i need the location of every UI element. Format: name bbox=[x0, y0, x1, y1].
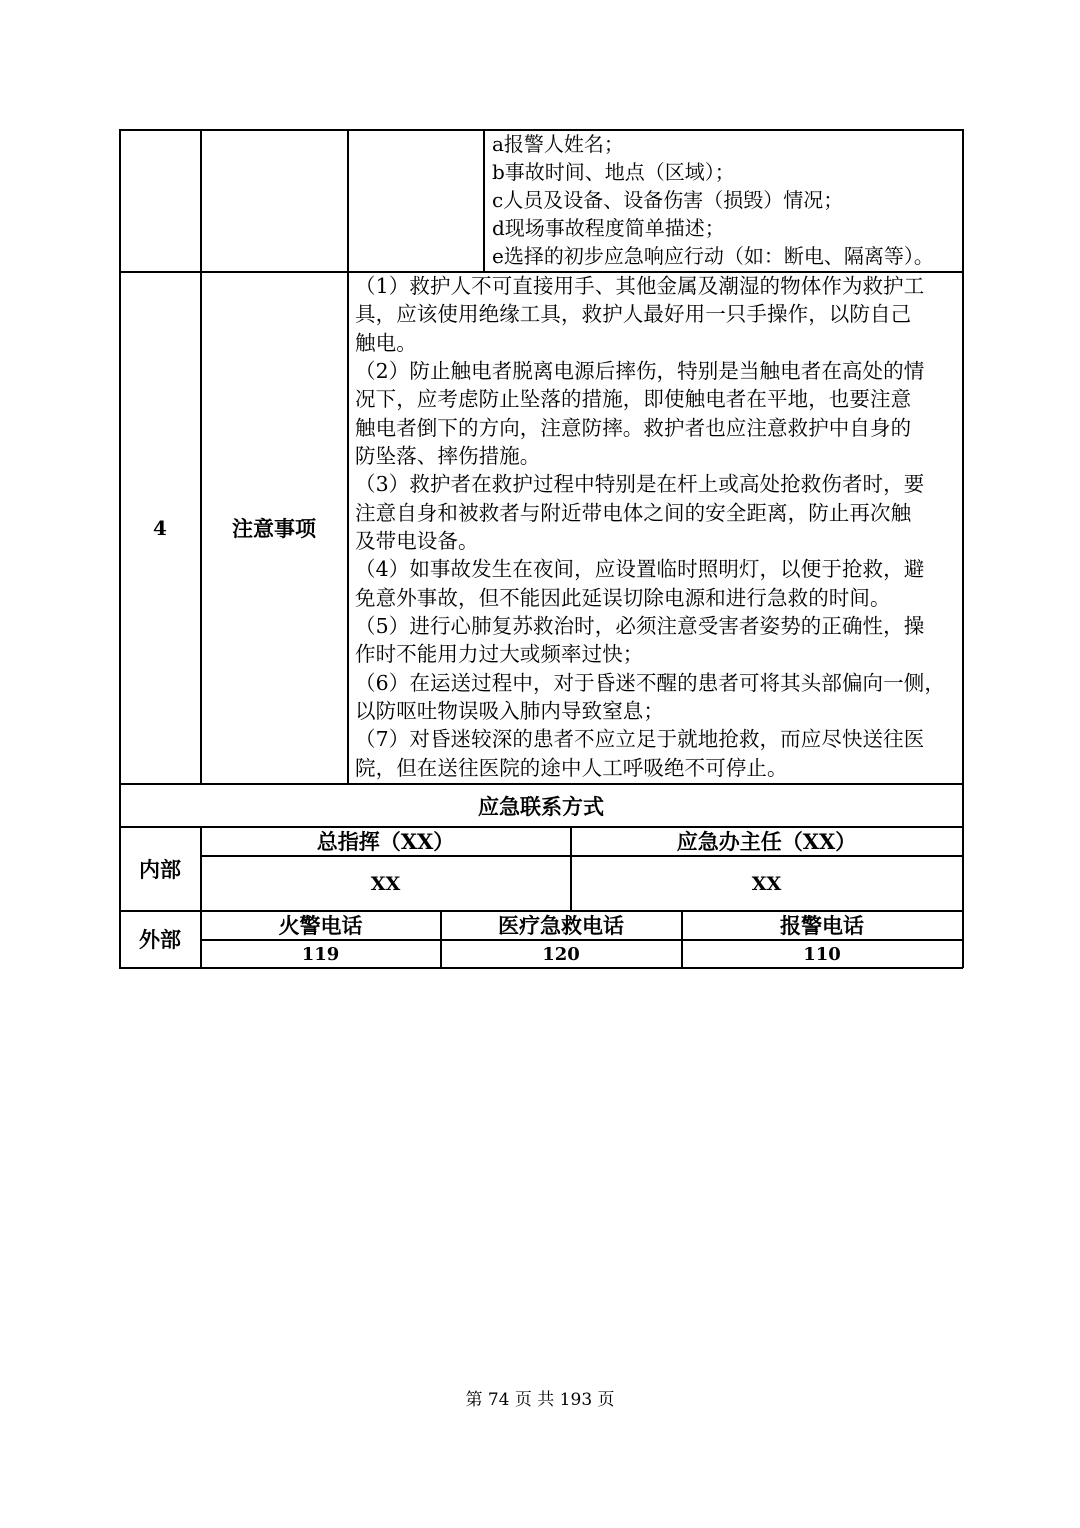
row-index: 4 bbox=[153, 515, 167, 540]
report-item: b事故时间、地点（区域）； bbox=[492, 160, 735, 184]
note-line: （7）对昏迷较深的患者不应立足于就地抢救，而应尽快送往医 bbox=[355, 727, 925, 751]
note-line: 触电。 bbox=[355, 331, 417, 355]
note-line: （5）进行心肺复苏救治时，必须注意受害者姿势的正确性，操 bbox=[355, 614, 925, 638]
external-role: 医疗急救电话 bbox=[498, 913, 624, 938]
note-line: 况下，应考虑防止坠落的措施，即使触电者在平地，也要注意 bbox=[355, 387, 912, 411]
external-value: 119 bbox=[301, 943, 340, 965]
note-line: 以防呕吐物误吸入肺内导致窒息； bbox=[355, 699, 664, 723]
table-border-bottom bbox=[119, 967, 963, 969]
external-role: 火警电话 bbox=[278, 913, 363, 938]
row-title: 注意事项 bbox=[232, 515, 316, 541]
internal-value: XX bbox=[751, 872, 782, 895]
internal-label: 内部 bbox=[139, 856, 181, 882]
external-value: 110 bbox=[803, 943, 841, 965]
note-line: 作时不能用力过大或频率过快； bbox=[355, 642, 644, 666]
page-number: 第 74 页 共 193 页 bbox=[465, 1390, 615, 1410]
report-item: c人员及设备、设备伤害（损毁）情况； bbox=[492, 188, 844, 212]
internal-value: XX bbox=[370, 872, 401, 895]
contacts-title: 应急联系方式 bbox=[478, 793, 604, 819]
note-line: 注意自身和被救者与附近带电体之间的安全距离，防止再次触 bbox=[355, 501, 912, 525]
note-line: 免意外事故，但不能因此延误切除电源和进行急救的时间。 bbox=[355, 586, 891, 610]
col-divider bbox=[347, 129, 349, 784]
internal-role: 应急办主任（XX） bbox=[676, 829, 857, 854]
external-value: 120 bbox=[542, 943, 580, 965]
note-line: （6）在运送过程中，对于昏迷不醒的患者可将其头部偏向一侧， bbox=[355, 671, 945, 695]
report-item: e选择的初步应急响应行动（如：断电、隔离等）。 bbox=[492, 244, 934, 268]
note-line: （2）防止触电者脱离电源后摔伤，特别是当触电者在高处的情 bbox=[355, 359, 925, 383]
report-item: a报警人姓名； bbox=[492, 132, 624, 156]
note-line: 及带电设备。 bbox=[355, 529, 479, 553]
note-line: （4）如事故发生在夜间，应设置临时照明灯，以便于抢救，避 bbox=[355, 557, 925, 581]
external-label: 外部 bbox=[139, 927, 181, 952]
external-role: 报警电话 bbox=[780, 913, 864, 938]
note-line: （1）救护人不可直接用手、其他金属及潮湿的物体作为救护工 bbox=[355, 274, 925, 298]
note-line: 触电者倒下的方向，注意防摔。救护者也应注意救护中自身的 bbox=[355, 416, 912, 440]
col-divider bbox=[483, 129, 485, 272]
note-line: 具，应该使用绝缘工具，救护人最好用一只手操作，以防自己 bbox=[355, 302, 912, 326]
note-line: 防坠落、摔伤措施。 bbox=[355, 444, 541, 468]
internal-role: 总指挥（XX） bbox=[316, 829, 455, 854]
note-line: 院，但在送往医院的途中人工呼吸绝不可停止。 bbox=[355, 756, 788, 780]
report-item: d现场事故程度简单描述； bbox=[492, 216, 725, 240]
note-line: （3）救护者在救护过程中特别是在杆上或高处抢救伤者时，要 bbox=[355, 472, 925, 496]
table-border-right bbox=[962, 129, 964, 968]
